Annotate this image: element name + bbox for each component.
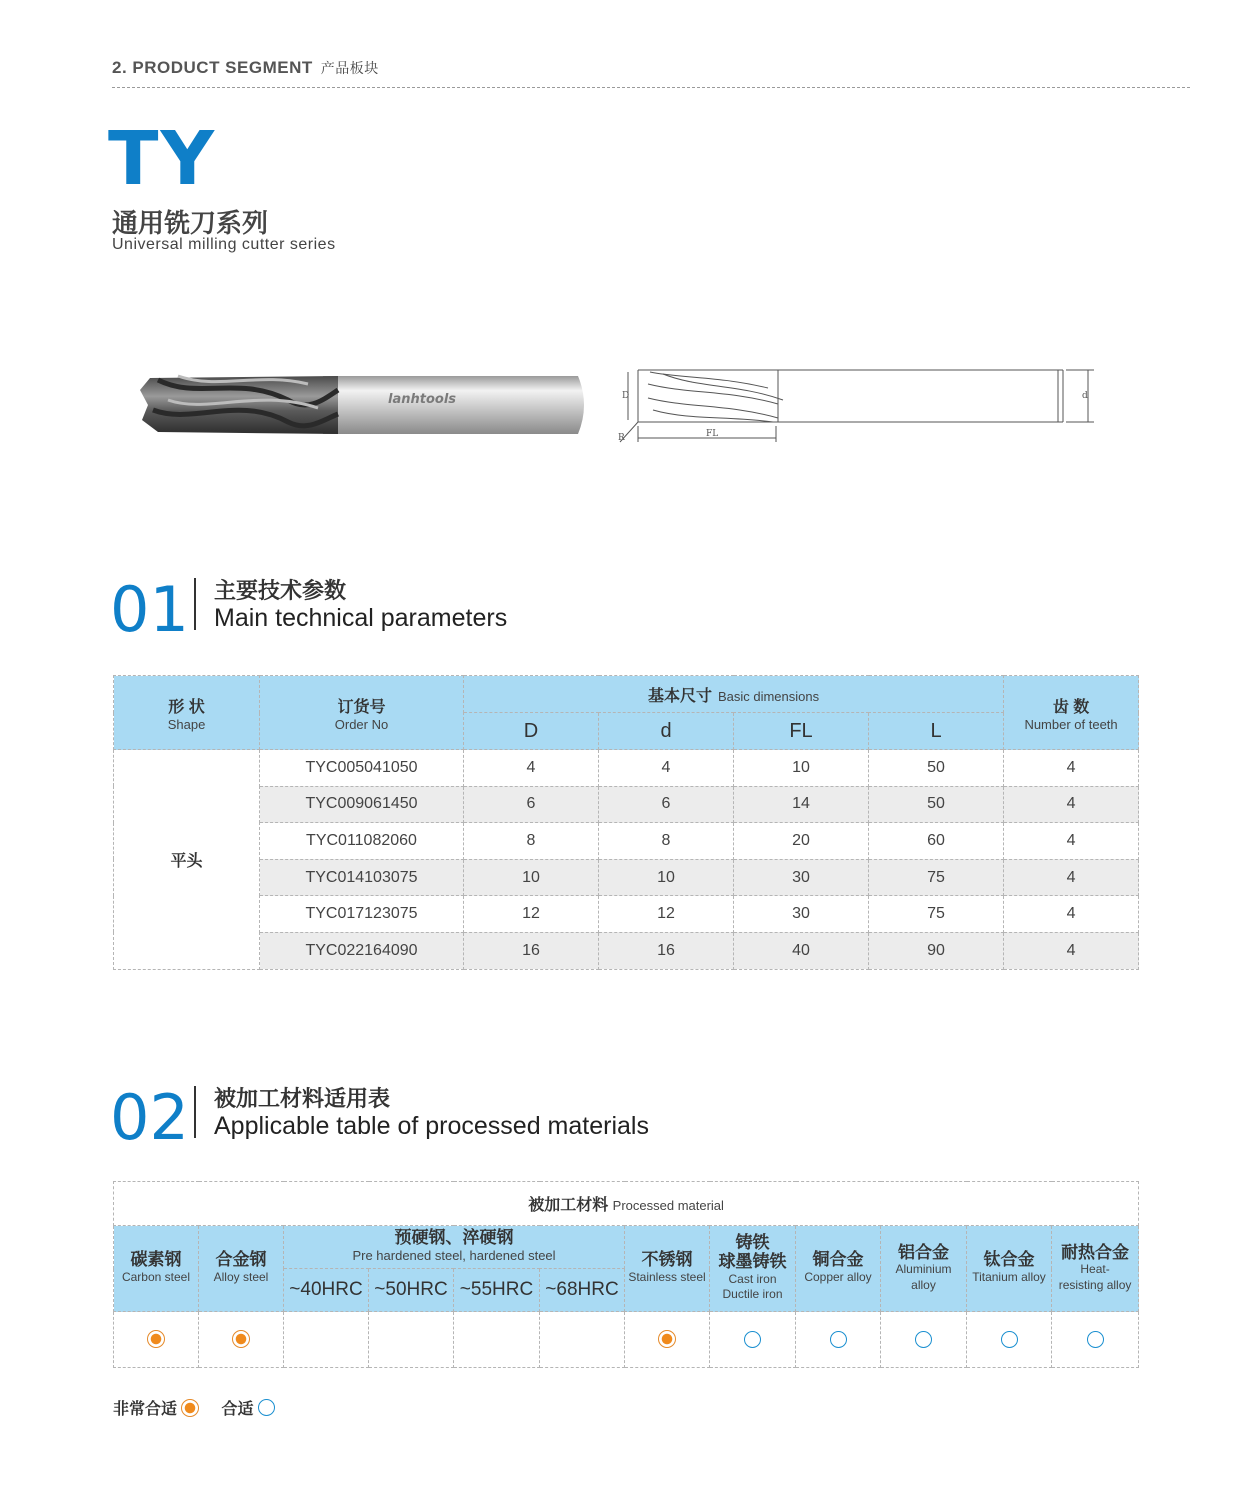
shape-cell: 平头	[114, 750, 260, 970]
segment-header	[112, 58, 379, 78]
legend-very-suitable: 非常合适	[113, 1396, 199, 1419]
table-row	[114, 786, 1139, 823]
segment-title: 2. PRODUCT SEGMENT	[112, 58, 313, 77]
header-50hrc: ~50HRC	[369, 1269, 454, 1312]
label-D: D	[622, 391, 630, 401]
suitability-cell	[454, 1312, 540, 1368]
teeth-cell: 4	[1004, 786, 1139, 823]
dim-d-cell: 6	[599, 786, 734, 823]
table-row	[114, 750, 1139, 787]
processed-materials-table	[113, 1181, 1139, 1368]
header-heat-resisting-alloy: 耐热合金 Heat- resisting alloy	[1052, 1226, 1139, 1312]
section-1-divider	[194, 578, 196, 630]
header-d: d	[599, 713, 734, 750]
header-divider	[112, 87, 1190, 88]
header-cast-iron: 铸铁 球墨铸铁 Cast iron Ductile iron	[710, 1226, 796, 1312]
suitable-circle-icon	[744, 1331, 761, 1348]
table-row	[114, 859, 1139, 896]
section-2-number: 02	[110, 1081, 189, 1154]
segment-title-cn: 产品板块	[320, 60, 379, 76]
suitability-row	[114, 1312, 1139, 1368]
order-no-cell: TYC005041050	[260, 750, 464, 787]
dim-D-cell: 12	[464, 896, 599, 933]
suitability-cell	[540, 1312, 625, 1368]
label-d: d	[1082, 391, 1088, 401]
very-suitable-dot-icon	[181, 1399, 199, 1417]
suitability-cell	[796, 1312, 881, 1368]
label-R: R	[618, 433, 625, 443]
teeth-cell: 4	[1004, 932, 1139, 969]
teeth-cell: 4	[1004, 859, 1139, 896]
header-order-no: 订货号 Order No	[260, 676, 464, 750]
section-2-title-en: Applicable table of processed materials	[214, 1112, 649, 1140]
dim-FL-cell: 30	[734, 896, 869, 933]
very-suitable-dot-icon	[658, 1330, 676, 1348]
dim-FL-cell: 10	[734, 750, 869, 787]
header-shape: 形 状 Shape	[114, 676, 260, 750]
header-carbon-steel: 碳素钢 Carbon steel	[114, 1226, 199, 1312]
teeth-cell: 4	[1004, 896, 1139, 933]
tool-brand-text: lanhtools	[388, 392, 457, 407]
suitable-circle-icon	[830, 1331, 847, 1348]
dim-L-cell: 90	[869, 932, 1004, 969]
end-mill-drawing	[608, 360, 1103, 450]
teeth-cell: 4	[1004, 750, 1139, 787]
dim-FL-cell: 30	[734, 859, 869, 896]
header-68hrc: ~68HRC	[540, 1269, 625, 1312]
dim-D-cell: 10	[464, 859, 599, 896]
very-suitable-dot-icon	[232, 1330, 250, 1348]
legend	[113, 1396, 275, 1419]
suitable-circle-icon	[915, 1331, 932, 1348]
header-stainless-steel: 不锈钢 Stainless steel	[625, 1226, 710, 1312]
series-code: TY	[108, 116, 217, 202]
suitability-cell	[369, 1312, 454, 1368]
section-2-title-cn: 被加工材料适用表	[214, 1086, 391, 1111]
dim-D-cell: 16	[464, 932, 599, 969]
dim-D-cell: 4	[464, 750, 599, 787]
dim-d-cell: 12	[599, 896, 734, 933]
header-alloy-steel: 合金钢 Alloy steel	[199, 1226, 284, 1312]
header-copper-alloy: 铜合金 Copper alloy	[796, 1226, 881, 1312]
table-row	[114, 932, 1139, 969]
header-titanium-alloy: 钛合金 Titanium alloy	[967, 1226, 1052, 1312]
header-55hrc: ~55HRC	[454, 1269, 540, 1312]
header-L: L	[869, 713, 1004, 750]
dim-L-cell: 50	[869, 750, 1004, 787]
header-FL: FL	[734, 713, 869, 750]
section-2-divider	[194, 1086, 196, 1138]
series-name-en: Universal milling cutter series	[112, 236, 336, 253]
section-1-number: 01	[110, 573, 189, 646]
order-no-cell: TYC017123075	[260, 896, 464, 933]
technical-parameters-table	[113, 675, 1139, 970]
suitability-cell	[967, 1312, 1052, 1368]
suitability-cell	[1052, 1312, 1139, 1368]
dim-D-cell: 8	[464, 823, 599, 860]
header-number-of-teeth: 齿 数 Number of teeth	[1004, 676, 1139, 750]
order-no-cell: TYC011082060	[260, 823, 464, 860]
suitability-cell	[284, 1312, 369, 1368]
order-no-cell: TYC022164090	[260, 932, 464, 969]
suitable-circle-icon	[258, 1399, 275, 1416]
series-name-cn: 通用铣刀系列	[112, 208, 269, 238]
dim-FL-cell: 20	[734, 823, 869, 860]
suitability-cell	[625, 1312, 710, 1368]
label-fl: FL	[706, 429, 719, 439]
header-aluminium-alloy: 铝合金 Aluminium alloy	[881, 1226, 967, 1312]
suitability-cell	[881, 1312, 967, 1368]
section-1-title-cn: 主要技术参数	[214, 578, 347, 603]
teeth-cell: 4	[1004, 823, 1139, 860]
dim-L-cell: 60	[869, 823, 1004, 860]
suitability-cell	[710, 1312, 796, 1368]
dim-d-cell: 8	[599, 823, 734, 860]
table-row	[114, 896, 1139, 933]
legend-suitable: 合适	[221, 1396, 274, 1419]
header-hardened-steel: 预硬钢、淬硬钢 Pre hardened steel, hardened steel	[284, 1226, 625, 1269]
processed-material-header: 被加工材料 Processed material	[114, 1182, 1139, 1226]
order-no-cell: TYC014103075	[260, 859, 464, 896]
dim-FL-cell: 40	[734, 932, 869, 969]
dim-d-cell: 4	[599, 750, 734, 787]
dim-FL-cell: 14	[734, 786, 869, 823]
header-D: D	[464, 713, 599, 750]
table-row	[114, 823, 1139, 860]
end-mill-photo	[138, 370, 593, 440]
order-no-cell: TYC009061450	[260, 786, 464, 823]
suitability-cell	[199, 1312, 284, 1368]
dim-d-cell: 16	[599, 932, 734, 969]
very-suitable-dot-icon	[147, 1330, 165, 1348]
header-40hrc: ~40HRC	[284, 1269, 369, 1312]
suitable-circle-icon	[1001, 1331, 1018, 1348]
header-basic-dimensions: 基本尺寸 Basic dimensions	[464, 676, 1004, 713]
dim-d-cell: 10	[599, 859, 734, 896]
dim-L-cell: 75	[869, 896, 1004, 933]
suitability-cell	[114, 1312, 199, 1368]
section-1-title-en: Main technical parameters	[214, 604, 508, 632]
dim-L-cell: 50	[869, 786, 1004, 823]
suitable-circle-icon	[1087, 1331, 1104, 1348]
dim-L-cell: 75	[869, 859, 1004, 896]
dim-D-cell: 6	[464, 786, 599, 823]
